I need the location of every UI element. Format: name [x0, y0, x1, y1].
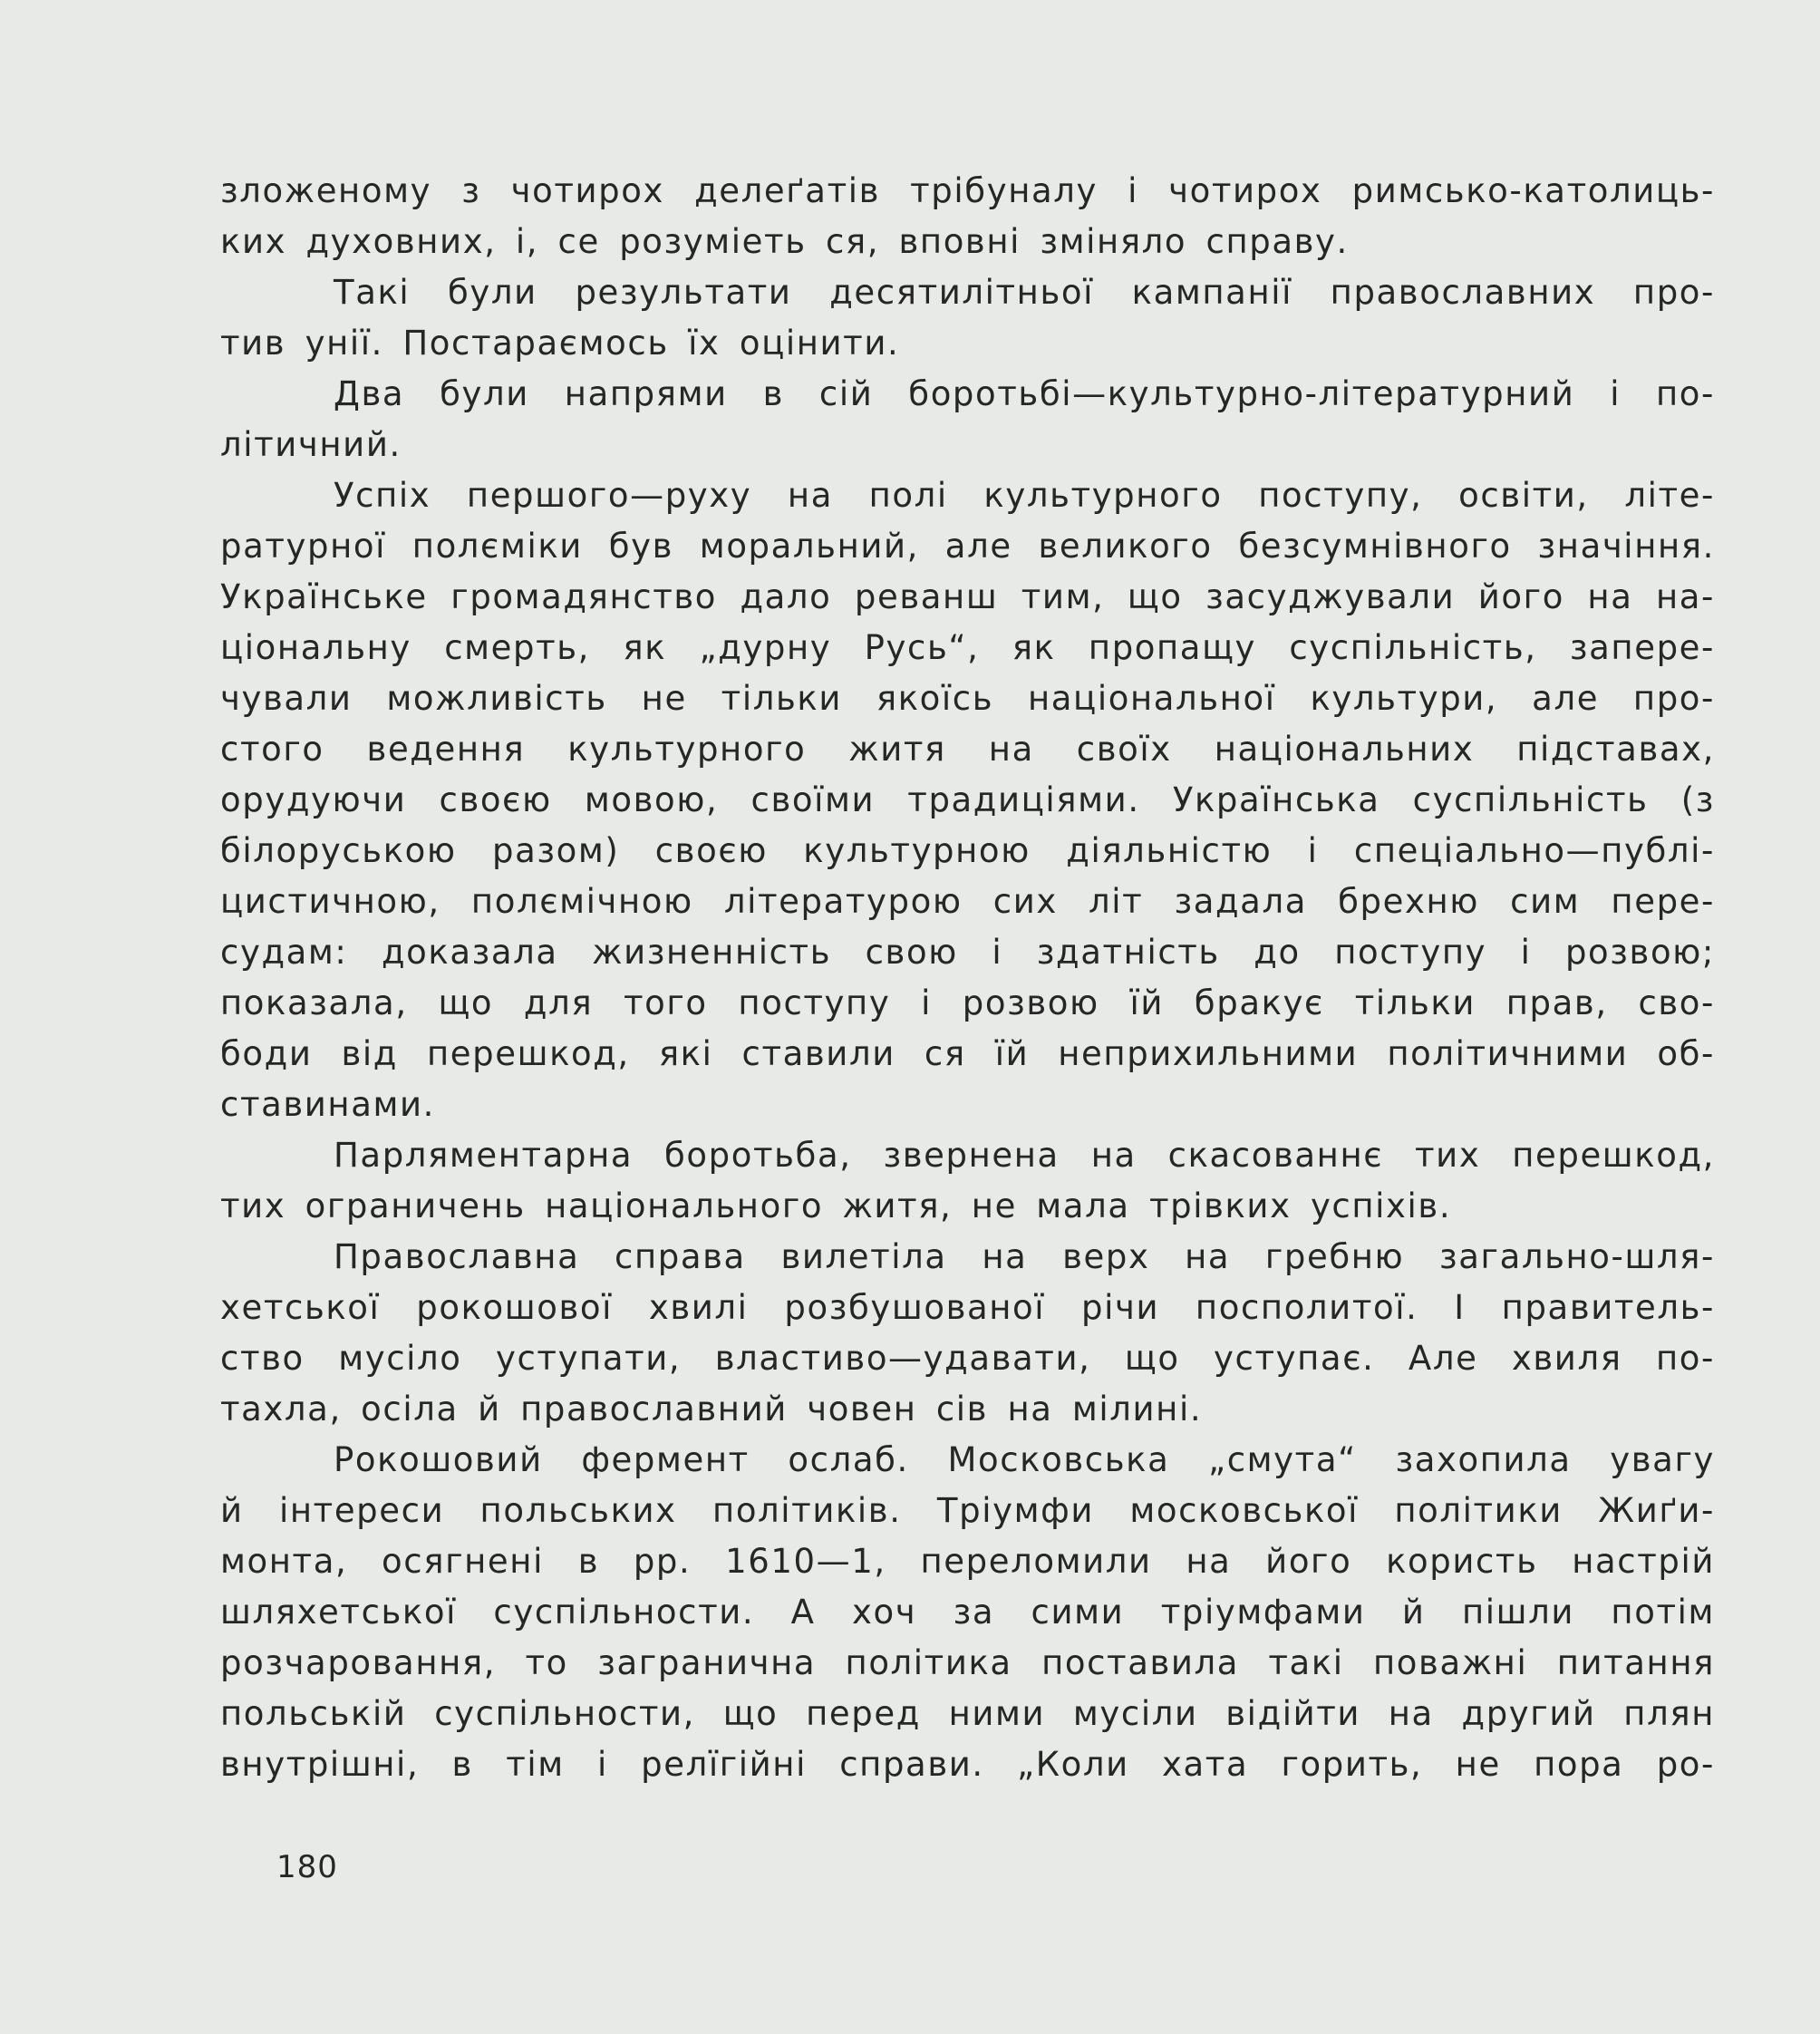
- text-line: шляхетської суспільности. А хоч за сими тріумфами й пішли потім: [220, 1593, 1715, 1632]
- text-line: зложеному з чотирох делеґатів трібуналу і чотирох римсько-католиць-: [220, 171, 1715, 210]
- text-line: Рокошовий фермент ослаб. Московська „смута“ захопила увагу: [334, 1440, 1715, 1479]
- paragraph: [220, 369, 1715, 470]
- text-line: ціональну смерть, як „дурну Русь“, як пропащу суспільність, запере-: [220, 628, 1715, 667]
- paragraph: [220, 267, 1715, 369]
- text-line: тахла, осіла й православний човен сів на мілині.: [220, 1390, 1203, 1429]
- paragraph: [220, 1435, 1715, 1790]
- text-line: ставинами.: [220, 1085, 436, 1124]
- text-line: судам: доказала жизненність свою і здатність до поступу і розвою;: [220, 933, 1715, 972]
- text-line: польській суспільности, що перед ними мусіли відійти на другий плян: [220, 1694, 1715, 1733]
- text-line: літичний.: [220, 425, 402, 464]
- text-line: хетської рокошової хвилі розбушованої річи посполитої. І правитель-: [220, 1288, 1715, 1327]
- text-line: боди від перешкод, які ставили ся їй неприхильними політичними об-: [220, 1034, 1715, 1073]
- text-line: цистичною, полємічною літературою сих літ задала брехню сим пере-: [220, 882, 1715, 921]
- text-line: білоруською разом) своєю культурною діяльністю і спеціально—публі-: [220, 831, 1715, 870]
- text-line: Українське громадянство дало реванш тим, що засуджували його на на-: [220, 577, 1715, 616]
- body-text: [220, 166, 1715, 1790]
- text-line: орудуючи своєю мовою, своїми традиціями. Українська суспільність (з: [220, 780, 1715, 819]
- text-line: ратурної полєміки був моральний, але великого безсумнівного значіння.: [220, 527, 1715, 566]
- text-line: стого ведення культурного житя на своїх національних підставах,: [220, 730, 1715, 769]
- text-line: внутрішні, в тім і релїгійні справи. „Коли хата горить, не пора ро-: [220, 1745, 1715, 1784]
- text-line: монта, осягнені в рр. 1610—1, переломили на його користь настрій: [220, 1542, 1715, 1581]
- text-line: чували можливість не тільки якоїсь національної культури, але про-: [220, 679, 1715, 718]
- text-line: Такі були результати десятилітньої кампанії православних про-: [334, 273, 1715, 312]
- page-number: 180: [276, 1849, 338, 1885]
- text-line: ство мусіло уступати, властиво—удавати, що уступає. Але хвиля по-: [220, 1339, 1715, 1378]
- text-line: Два були напрями в сій боротьбі—культурно-літературний і по-: [334, 374, 1715, 413]
- text-line: ких духовних, і, се розуміеть ся, вповні зміняло справу.: [220, 222, 1349, 261]
- text-line: показала, що для того поступу і розвою їй бракує тільки прав, сво-: [220, 983, 1715, 1022]
- paragraph: [220, 1130, 1715, 1232]
- text-line: й інтереси польських політиків. Тріумфи московської політики Жиґи-: [220, 1491, 1715, 1530]
- text-line: тив унії. Постараємось їх оцінити.: [220, 324, 900, 363]
- text-line: розчаровання, то загранична політика поставила такі поважні питання: [220, 1643, 1715, 1682]
- text-line: Православна справа вилетіла на верх на гребню загально-шля-: [334, 1237, 1715, 1276]
- paragraph: [220, 166, 1715, 267]
- text-line: Успіх першого—руху на полі культурного поступу, освіти, літе-: [334, 476, 1715, 515]
- text-line: Парляментарна боротьба, звернена на скасованнє тих перешкод,: [334, 1136, 1715, 1175]
- text-line: тих ограничень національного житя, не мала трівких успіхів.: [220, 1186, 1452, 1225]
- paragraph: [220, 1232, 1715, 1435]
- paragraph: [220, 470, 1715, 1130]
